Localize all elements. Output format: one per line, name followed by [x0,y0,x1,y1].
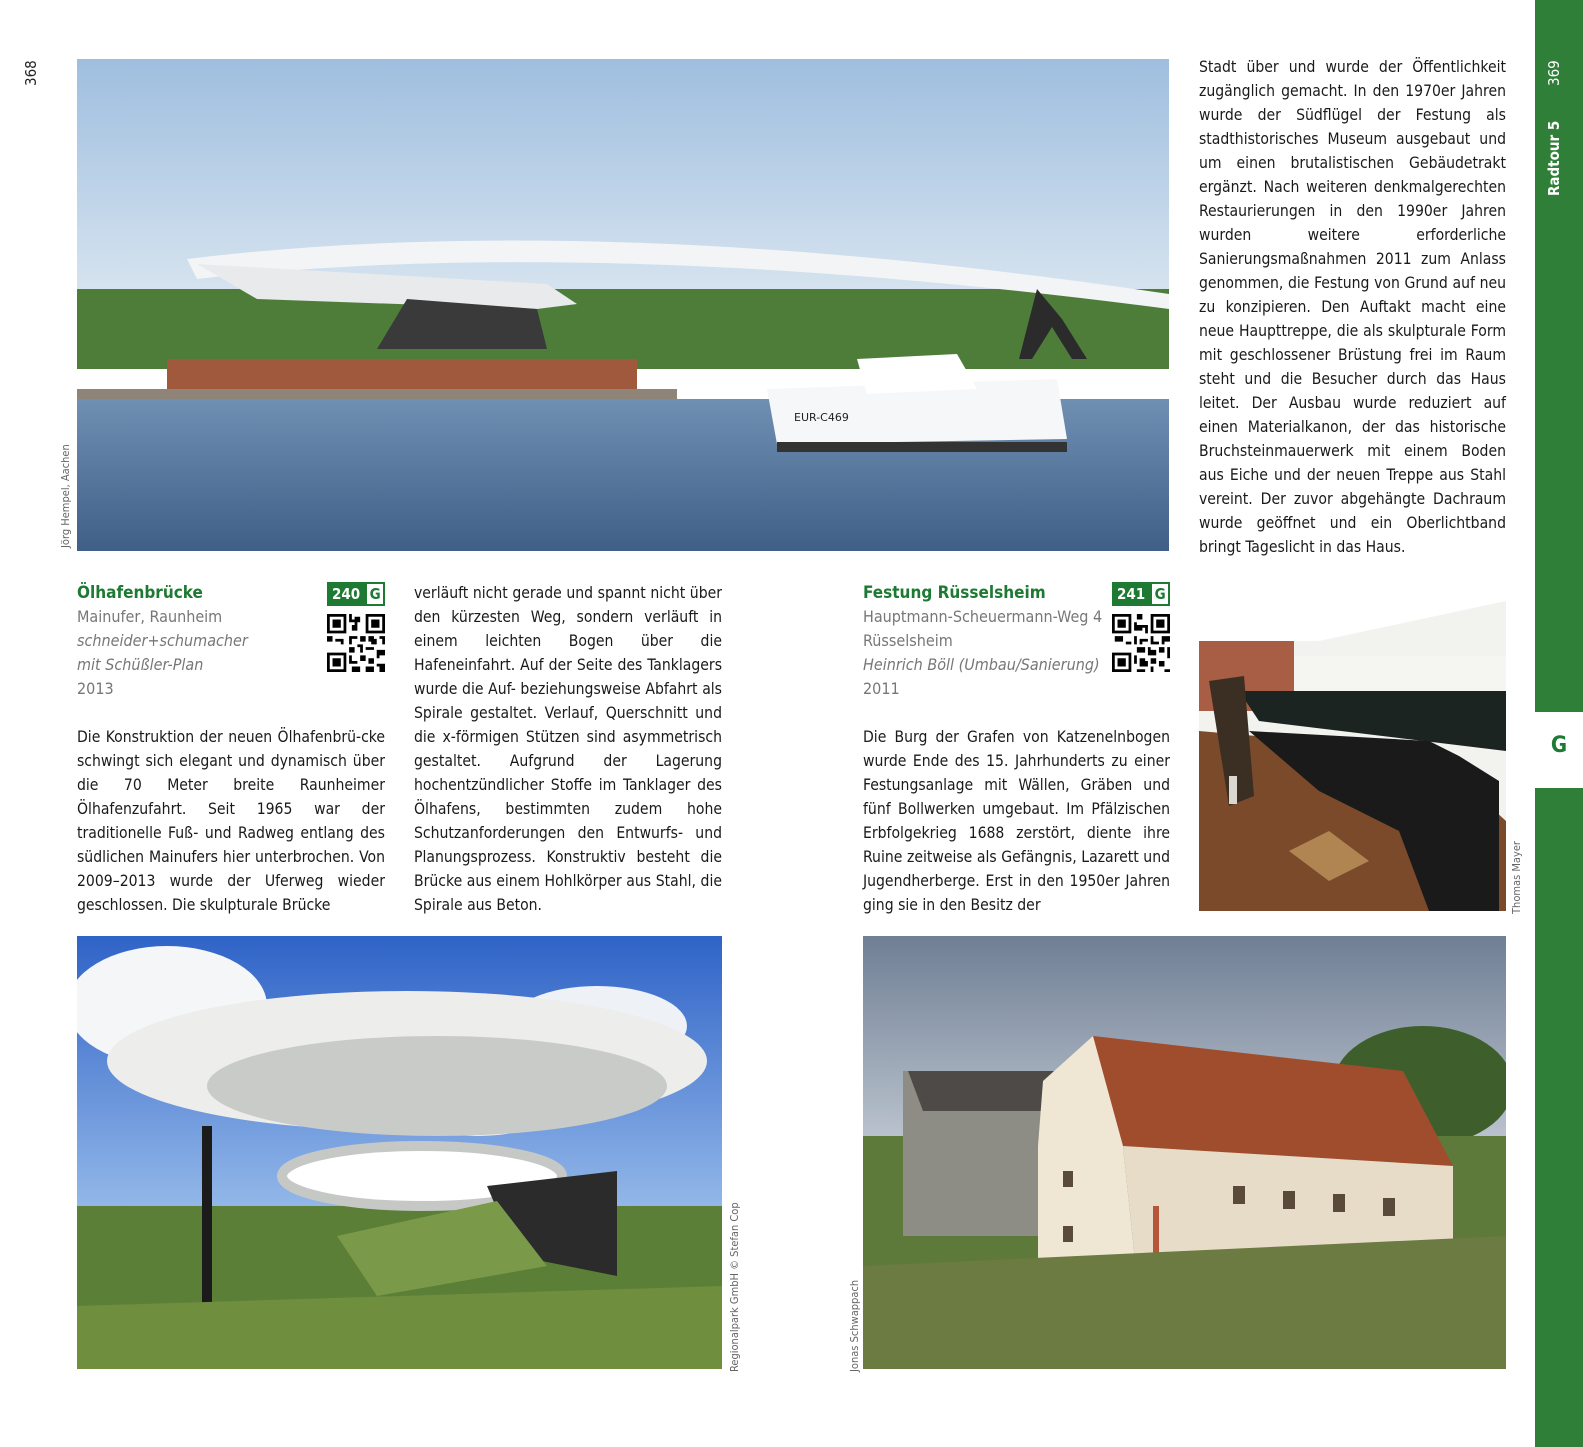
entry2-architect: Heinrich Böll (Umbau/Sanierung) [863,655,1100,674]
entry2-year: 2011 [863,679,900,698]
photo-festung-interior [1199,581,1506,911]
entry1-year: 2013 [77,679,114,698]
entry2-number: 241 [1112,582,1150,606]
photo-bridge-spiral [77,936,722,1369]
entry1-text-col2: verläuft nicht gerade und spannt nicht über den kürzesten Weg, sondern verläuft in einem leichten Bogen über die Hafeneinfahrt. Auf der Seite des Tanklagers wurde die Auf- beziehungsweise Abfahrt als Spirale gestaltet. Verlauf, Querschnitt und die x-förmigen Stützen sind asymmetrisch gestaltet. Aufgrund der Lagerung hochentzündlicher Stoffe im Tanklager des Ölhafens, bestimmten zudem hohe Schutzanforderungen den Entwurfs- und Planungsprozess. Konstruktiv besteht die Brücke aus einem Hohlkörper aus Stahl, die Spirale aus Beton. [414,584,722,914]
page-number-left: 368 [22,60,40,86]
entry1-qr-code [327,614,385,672]
entry2-title: Festung Rüsselsheim [863,583,1046,603]
page-number-right: 369 [1545,60,1563,86]
side-tab-letter: G [1550,733,1568,758]
entry1-address: Mainufer, Raunheim [77,607,223,626]
boat-registration: EUR-C469 [794,411,849,424]
credit-bottom-left-photo: Regionalpark GmbH © Stefan Cop [728,1202,741,1372]
text-festung-continued: Stadt über und wurde der Öffentlichkeit zugänglich gemacht. In den 1970er Jahren wurde der Südflügel der Festung als stadthistorisches Museum ausgebaut und um einen brutalistischen Gebäudetrakt ergänzt. Nach weiteren denkmalgerechten Restaurierungen in den 1990er Jahren wurden weitere erforderliche Sanierungsmaßnahmen 2011 zum Anlass genommen, die Festung von Grund auf neu zu konzipieren. Den Auftakt macht eine neue Haupttreppe, die als skulpturale Form mit geschlossener Brüstung frei im Raum steht und die Besucher durch das Haus leitet. Der Ausbau wurde reduziert auf einen Materialkanon, der das historische Bruchsteinmauerwerk mit einem Boden aus Eiche und der neuen Treppe aus Stahl vereint. Der zuvor abgehängte Dachraum wurde geöffnet und ein Oberlichtband bringt Tageslicht in das Haus. [1199,58,1506,556]
entry2-badge [1112,582,1170,606]
side-tab-tour: Radtour 5 [1545,120,1563,196]
entry1-text-col1: Die Konstruktion der neuen Ölhafenbrü-cke schwingt sich elegant und dynamisch über die 70 Meter breite Raunheimer Ölhafenzufahrt. Seit 1965 war der traditionelle Fuß- und Radweg entlang des südlichen Mainufers hier unterbrochen. Von 2009–2013 wurde der Uferweg wieder geschlossen. Die skulpturale Brücke [77,728,385,914]
entry1-architect-partner: mit Schüßler-Plan [77,655,204,674]
entry1-architect: schneider+schumacher [77,631,248,650]
entry2-letter: G [1150,582,1170,606]
photo-festung-exterior [863,936,1506,1369]
credit-top-photo: Jörg Hempel, Aachen [59,444,72,548]
credit-bottom-right-photo: Jonas Schwappach [848,1279,861,1372]
entry1-number: 240 [327,582,365,606]
entry1-title: Ölhafenbrücke [77,583,203,603]
entry2-qr-code [1112,614,1170,672]
entry2-city: Rüsselsheim [863,631,953,650]
entry2-address: Hauptmann-Scheuermann-Weg 4 [863,607,1103,626]
entry1-letter: G [365,582,385,606]
credit-interior-photo: Thomas Mayer [1510,841,1523,914]
entry1-badge [327,582,385,606]
photo-bridge-harbor [77,59,1169,551]
entry2-text-col1: Die Burg der Grafen von Katzenelnbogen wurde Ende des 15. Jahrhunderts zu einer Festungsanlage mit Wällen, Gräben und fünf Bollwerken umgebaut. Im Pfälzischen Erbfolgekrieg 1688 zerstört, diente ihre Ruine zeitweise als Gefängnis, Lazarett und Jugendherberge. Erst in den 1950er Jahren ging sie in den Besitz der [863,728,1170,914]
